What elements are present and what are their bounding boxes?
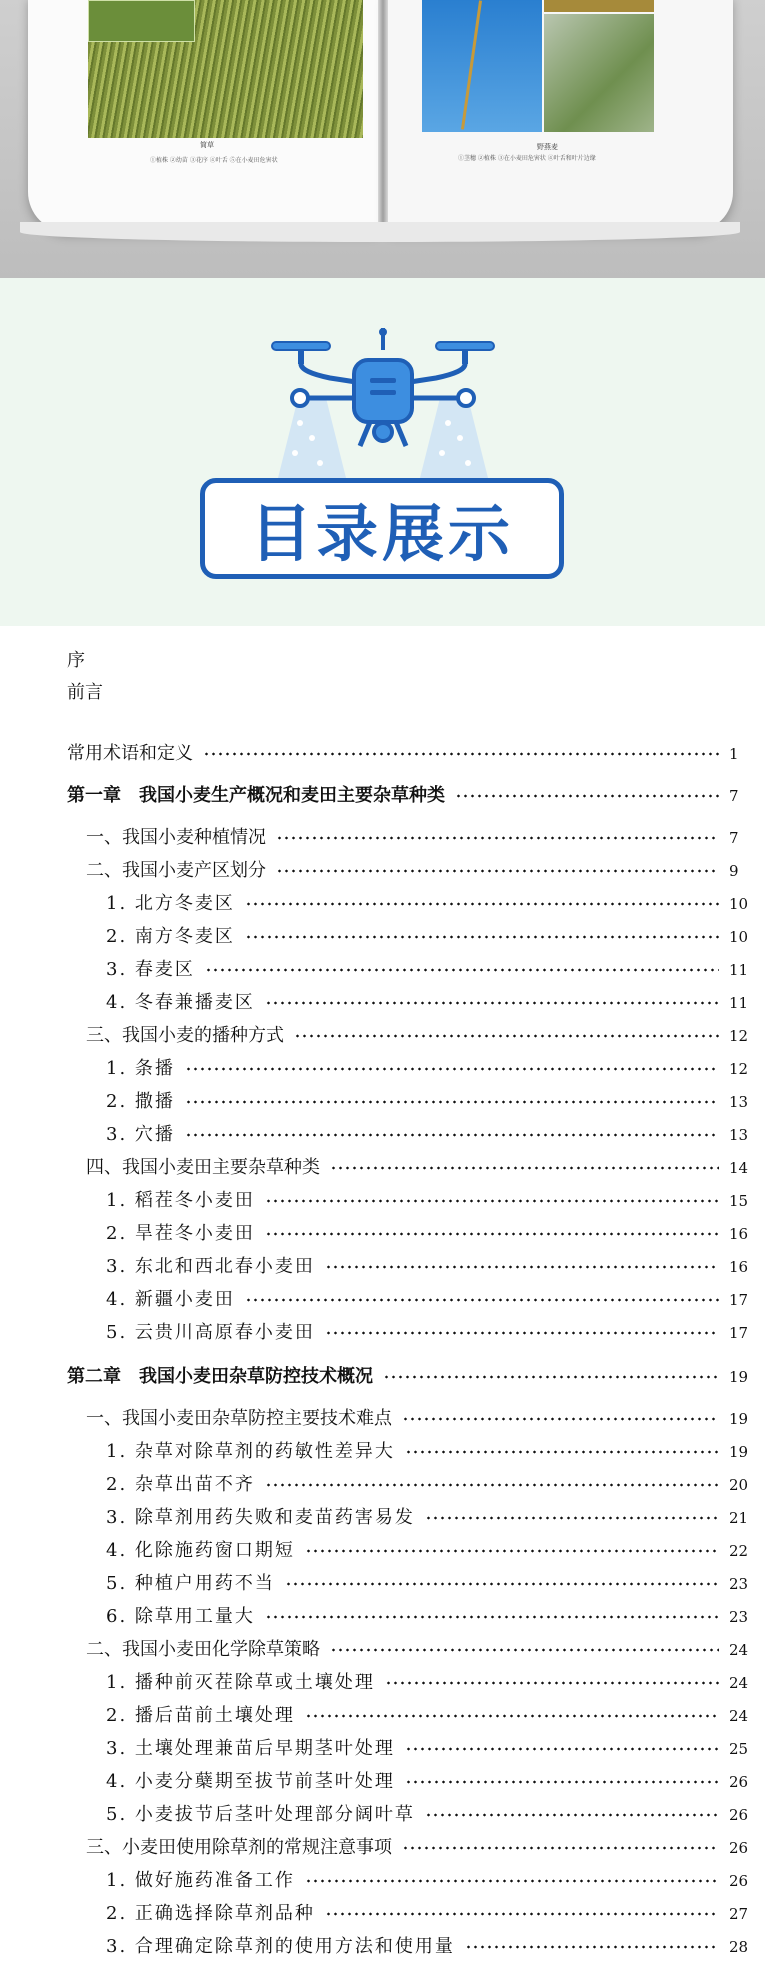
toc-entry[interactable] [0, 826, 765, 850]
toc-entry-label: 3. 春麦区 [106, 959, 195, 980]
toc-entry-page: 10 [729, 895, 749, 913]
toc-leader-dots [330, 1648, 719, 1652]
toc-leader-dots [425, 1516, 719, 1520]
toc-entry[interactable] [0, 1572, 765, 1596]
toc-entry-label: 3. 东北和西北春小麦田 [106, 1256, 315, 1277]
toc-leader-dots [265, 1483, 719, 1487]
toc-entry-page: 24 [729, 1674, 749, 1692]
toc-entry-label: 1. 稻茬冬小麦田 [106, 1190, 255, 1211]
toc-entry-page: 27 [729, 1905, 749, 1923]
toc-entry-label: 常用术语和定义 [67, 743, 193, 764]
toc-leader-dots [325, 1331, 719, 1335]
toc-entry[interactable] [0, 958, 765, 982]
toc-entry-page: 13 [729, 1093, 749, 1111]
toc-entry[interactable] [0, 1440, 765, 1464]
toc-entry-label: 3. 除草剂用药失败和麦苗药害易发 [106, 1507, 415, 1528]
toc-leader-dots [405, 1780, 719, 1784]
toc-entry-page: 1 [729, 745, 739, 763]
toc-entry[interactable] [0, 1836, 765, 1860]
toc-entry[interactable] [0, 892, 765, 916]
toc-preface: 序 [67, 650, 85, 671]
toc-entry[interactable] [0, 1024, 765, 1048]
toc-entry[interactable] [0, 1770, 765, 1794]
toc-title: 目录展示 [249, 497, 514, 570]
toc-leader-dots [245, 935, 719, 939]
toc-entry-label: 第二章 我国小麦田杂草防控技术概况 [67, 1366, 373, 1387]
toc-entry[interactable] [0, 1090, 765, 1114]
toc-entry-label: 一、我国小麦田杂草防控主要技术难点 [86, 1408, 392, 1429]
toc-entry-label: 3. 穴播 [106, 1124, 175, 1145]
toc-entry-label: 2. 南方冬麦区 [106, 926, 235, 947]
toc-title-box [200, 478, 564, 579]
wild-oat-image [422, 0, 542, 132]
toc-entry-page: 20 [729, 1476, 749, 1494]
toc-entry[interactable] [0, 859, 765, 883]
toc-entry-page: 15 [729, 1192, 749, 1210]
toc-entry[interactable] [0, 1156, 765, 1180]
toc-entry-page: 19 [729, 1368, 749, 1386]
book-photo [0, 0, 765, 278]
toc-entry-label: 一、我国小麦种植情况 [86, 827, 266, 848]
toc-entry-page: 10 [729, 928, 749, 946]
toc-leader-dots [402, 1846, 719, 1850]
toc-entry-label: 2. 正确选择除草剂品种 [106, 1903, 315, 1924]
toc-leader-dots [405, 1450, 719, 1454]
toc-entry[interactable] [0, 1189, 765, 1213]
toc-leader-dots [276, 869, 719, 873]
toc-entry[interactable] [0, 1473, 765, 1497]
toc-entry-page: 26 [729, 1773, 749, 1791]
toc-entry-label: 4. 化除施药窗口期短 [106, 1540, 295, 1561]
toc-entry-page: 16 [729, 1258, 749, 1276]
toc-leader-dots [203, 752, 719, 756]
toc-entry[interactable] [0, 1321, 765, 1345]
toc-entry-page: 24 [729, 1641, 749, 1659]
toc-entry-page: 9 [729, 862, 739, 880]
book-page-stack [20, 222, 740, 242]
toc-leader-dots [465, 1945, 719, 1949]
toc-leader-dots [285, 1582, 719, 1586]
toc-leader-dots [245, 1298, 719, 1302]
leaf-closeup-image [544, 14, 654, 132]
toc-entry-label: 5. 小麦拔节后茎叶处理部分阔叶草 [106, 1804, 415, 1825]
toc-entry-page: 11 [729, 961, 749, 979]
book-gutter [378, 0, 388, 240]
toc-entry[interactable] [0, 1222, 765, 1246]
toc-chapter[interactable] [0, 1365, 765, 1389]
toc-entry-page: 26 [729, 1872, 749, 1890]
toc-entry-page: 11 [729, 994, 749, 1012]
toc-entry[interactable] [0, 925, 765, 949]
toc-leader-dots [383, 1375, 719, 1379]
toc-entry-page: 12 [729, 1027, 749, 1045]
toc-leader-dots [305, 1714, 719, 1718]
toc-leader-dots [425, 1813, 719, 1817]
toc-entry-label: 第一章 我国小麦生产概况和麦田主要杂草种类 [67, 785, 445, 806]
toc-leader-dots [265, 1615, 719, 1619]
toc-leader-dots [185, 1100, 719, 1104]
left-subcaption: ①植株 ②幼苗 ③花序 ④叶舌 ⑤在小麦田危害状 [150, 157, 278, 164]
toc-entry-label: 四、我国小麦田主要杂草种类 [86, 1157, 320, 1178]
toc-entry[interactable] [0, 1605, 765, 1629]
toc-leader-dots [305, 1549, 719, 1553]
toc-entry-label: 5. 种植户用药不当 [106, 1573, 275, 1594]
toc-entry[interactable] [0, 1671, 765, 1695]
toc-entry-page: 28 [729, 1938, 749, 1956]
toc-entry-label: 2. 旱茬冬小麦田 [106, 1223, 255, 1244]
toc-entry-page: 19 [729, 1410, 749, 1428]
right-subcaption: ①茎穗 ②植株 ③在小麦田危害状 ④叶舌和叶片边缘 [458, 155, 596, 162]
toc-leader-dots [325, 1912, 719, 1916]
toc-entry-label: 4. 冬春兼播麦区 [106, 992, 255, 1013]
toc-leader-dots [205, 968, 719, 972]
toc-entry-page: 19 [729, 1443, 749, 1461]
drone-icon [270, 328, 496, 488]
toc-entry[interactable] [0, 1737, 765, 1761]
toc-leader-dots [402, 1417, 719, 1421]
toc-entry-label: 2. 撒播 [106, 1091, 175, 1112]
toc-entry-label: 3. 土壤处理兼苗后早期茎叶处理 [106, 1738, 395, 1759]
toc-entry[interactable] [0, 1902, 765, 1926]
toc-entry-page: 7 [729, 787, 739, 805]
toc-leader-dots [305, 1879, 719, 1883]
toc-entry-label: 1. 杂草对除草剂的药敏性差异大 [106, 1441, 395, 1462]
toc-entry[interactable] [0, 1869, 765, 1893]
toc-entry-label: 三、我国小麦的播种方式 [86, 1025, 284, 1046]
toc-leader-dots [265, 1232, 719, 1236]
toc-chapter[interactable] [0, 784, 765, 808]
toc-entry[interactable] [0, 1935, 765, 1959]
leaf-image-top [544, 0, 654, 12]
toc-entry-label: 二、我国小麦产区划分 [86, 860, 266, 881]
toc-entry-label: 4. 新疆小麦田 [106, 1289, 235, 1310]
toc-entry-page: 16 [729, 1225, 749, 1243]
toc-entry-page: 14 [729, 1159, 749, 1177]
toc-entry-page: 12 [729, 1060, 749, 1078]
toc-entry[interactable] [0, 1803, 765, 1827]
toc-leader-dots [245, 902, 719, 906]
toc-leader-dots [265, 1001, 719, 1005]
toc-foreword: 前言 [67, 682, 103, 703]
toc-entry-label: 4. 小麦分蘖期至拔节前茎叶处理 [106, 1771, 395, 1792]
toc-entry[interactable] [0, 991, 765, 1015]
toc-entry-page: 22 [729, 1542, 749, 1560]
toc-entry-label: 1. 条播 [106, 1058, 175, 1079]
toc-entry-label: 1. 做好施药准备工作 [106, 1870, 295, 1891]
toc-entry-page: 13 [729, 1126, 749, 1144]
wheat-inset-image [88, 0, 195, 42]
toc-entry-page: 17 [729, 1324, 749, 1342]
toc-leader-dots [325, 1265, 719, 1269]
toc-entry[interactable] [0, 742, 765, 766]
toc-entry-page: 26 [729, 1839, 749, 1857]
toc-leader-dots [265, 1199, 719, 1203]
toc-entry-page: 17 [729, 1291, 749, 1309]
toc-entry-page: 24 [729, 1707, 749, 1725]
toc-entry-label: 2. 杂草出苗不齐 [106, 1474, 255, 1495]
toc-entry-label: 1. 北方冬麦区 [106, 893, 235, 914]
toc-entry-label: 1. 播种前灭茬除草或土壤处理 [106, 1672, 375, 1693]
right-caption: 野燕麦 [537, 143, 558, 151]
toc-entry-page: 21 [729, 1509, 749, 1527]
toc-entry-label: 三、小麦田使用除草剂的常规注意事项 [86, 1837, 392, 1858]
toc-entry[interactable] [0, 1255, 765, 1279]
toc-leader-dots [405, 1747, 719, 1751]
toc-leader-dots [185, 1067, 719, 1071]
toc-entry[interactable] [0, 1288, 765, 1312]
toc-entry[interactable] [0, 1057, 765, 1081]
toc-entry-page: 25 [729, 1740, 749, 1758]
toc-entry[interactable] [0, 1506, 765, 1530]
toc-entry[interactable] [0, 1407, 765, 1431]
toc-entry-page: 23 [729, 1608, 749, 1626]
left-caption: 简草 [200, 141, 214, 149]
toc-leader-dots [330, 1166, 719, 1170]
toc-leader-dots [185, 1133, 719, 1137]
toc-entry-label: 6. 除草用工量大 [106, 1606, 255, 1627]
toc-entry[interactable] [0, 1539, 765, 1563]
toc-entry-label: 5. 云贵川高原春小麦田 [106, 1322, 315, 1343]
toc-entry[interactable] [0, 1123, 765, 1147]
toc-leader-dots [276, 836, 719, 840]
toc-entry-label: 二、我国小麦田化学除草策略 [86, 1639, 320, 1660]
toc-entry[interactable] [0, 1704, 765, 1728]
toc-entry-label: 2. 播后苗前土壤处理 [106, 1705, 295, 1726]
toc-entry[interactable] [0, 1638, 765, 1662]
toc-leader-dots [385, 1681, 719, 1685]
toc-entry-page: 23 [729, 1575, 749, 1593]
toc-entry-label: 3. 合理确定除草剂的使用方法和使用量 [106, 1936, 455, 1957]
toc-entry-page: 7 [729, 829, 739, 847]
toc-leader-dots [455, 794, 719, 798]
toc-leader-dots [294, 1034, 719, 1038]
toc-entry-page: 26 [729, 1806, 749, 1824]
